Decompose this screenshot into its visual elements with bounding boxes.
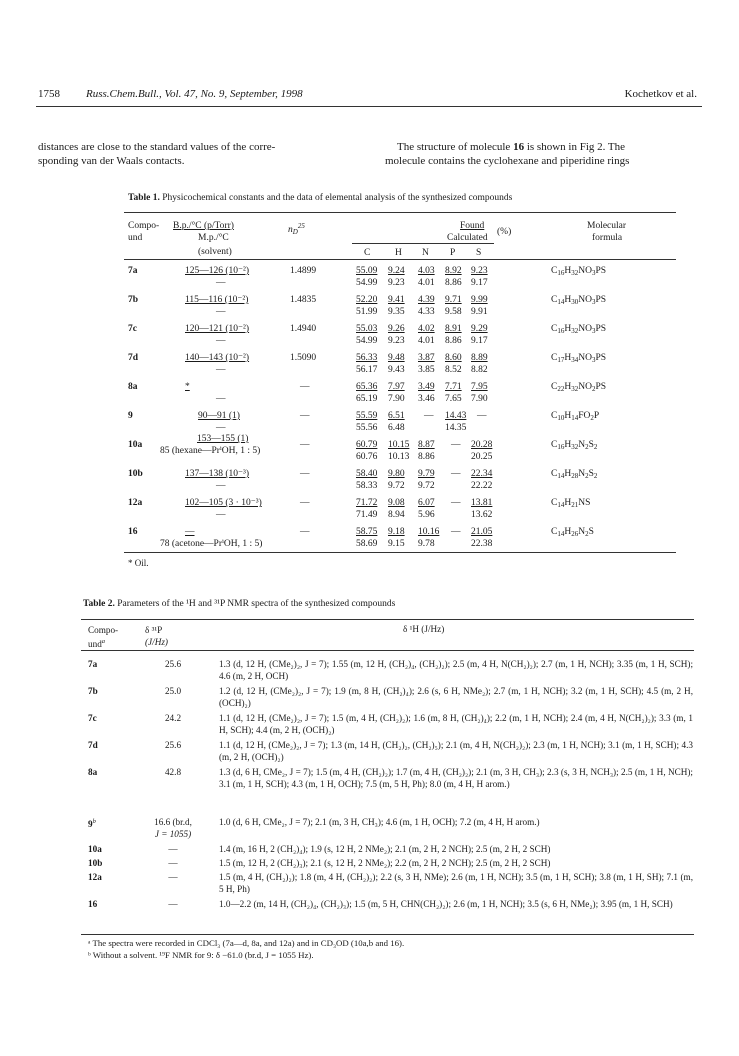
table1-found-value: 9.79 xyxy=(418,469,435,479)
table1-calc-value: 13.62 xyxy=(471,510,493,520)
table2-header-compound: Compo- und$^a$ xyxy=(88,625,119,650)
table2-p-shift: — xyxy=(168,899,178,909)
table2-h-shifts: 1.5 (m, 12 H, 2 (CH₂)₃); 2.1 (s, 12 H, 2 NMe₂); 2.2 (m, 2 H, 2 NCH); 2.5 (m, 2 H, 2 SCH) xyxy=(219,858,551,868)
table1-nd: — xyxy=(300,382,310,392)
table1-found-value: 9.29 xyxy=(471,324,488,334)
table1-calc-value: 20.25 xyxy=(471,452,493,462)
table1-calc-value: 8.52 xyxy=(445,365,462,375)
table2-p-shift: — xyxy=(168,872,178,882)
journal-citation: Russ.Chem.Bull., Vol. 47, No. 9, September, 1998 xyxy=(86,88,303,100)
table1-calc-value: 8.94 xyxy=(388,510,405,520)
table1-calc-value: 4.33 xyxy=(418,307,435,317)
table1-found-value: 4.03 xyxy=(418,266,435,276)
table1-compound-id: 12a xyxy=(128,498,143,508)
table1-compound-id: 7a xyxy=(128,266,138,276)
table1-mp: — xyxy=(216,510,226,520)
table1-compound-id: 10a xyxy=(128,440,143,450)
table2-p-shift: 25.6 xyxy=(164,740,182,750)
table1-calc-value: 54.99 xyxy=(356,336,378,346)
table2-h-shifts: 1.3 (d, 6 H, CMe₂, J = 7); 1.5 (m, 4 H, (CH₂)₂); 1.7 (m, 4 H, (CH₂)₂); 2.1 (m, 3 H, CH₃); 2.3 (s, 3 H, NCH₃); 2.5 (m, 1 H, NCH); 3.1 (m, 1 H, SCH); 4.3 (m, 1 H, OCH); 7.5 (m, 5 H, Ph); 8.0 (m, 4 H, H arom.) xyxy=(219,767,693,790)
table2-compound-id: 9$^b$ xyxy=(88,818,96,830)
table1-found-value: 21.05 xyxy=(471,527,493,537)
table1-found-value: 9.08 xyxy=(388,498,405,508)
table1-bp: 125—126 (10⁻²) xyxy=(185,266,250,276)
table1-found-value: 71.72 xyxy=(356,498,378,508)
table1-nd: 1.4940 xyxy=(290,324,317,334)
table1-compound-id: 10b xyxy=(128,469,143,479)
table1-nd: 1.4835 xyxy=(290,295,317,305)
table1-found-value: — xyxy=(424,411,434,421)
table2-p-shift: — xyxy=(168,858,178,868)
table1-calc-value: 9.15 xyxy=(388,539,405,549)
table1-nd: — xyxy=(300,440,310,450)
table1-compound-id: 7b xyxy=(128,295,139,305)
table2-h-shifts: 1.0 (d, 6 H, CMe₂, J = 7); 2.1 (m, 3 H, CH₃); 4.6 (m, 1 H, OCH); 7.2 (m, 4 H, H arom.) xyxy=(219,817,540,827)
table1-formula: $C_{22}H_{32}NO_2PS$ xyxy=(551,382,607,393)
table2-h-shifts: 1.3 (d, 12 H, (CMe₂)₂, J = 7); 1.55 (m, 12 H, (CH₂)₄, (CH₂)₂); 2.5 (m, 4 H, N(CH₂)₂); 2.7 (m, 1 H, NCH); 3.35 (m, 1 H, SCH); 4.6 (m, 2 H, OCH) xyxy=(219,659,693,682)
table2-p-shift: 24.2 xyxy=(164,713,182,723)
table1-found-value: 8.92 xyxy=(445,266,462,276)
table1-formula: $C_{14}H_{30}NO_3PS$ xyxy=(551,295,607,306)
table1-solvent: 85 (hexane—PrⁱOH, 1 : 5) xyxy=(160,446,261,456)
table1-found-value: 58.75 xyxy=(356,527,378,537)
table2-h-shifts: 1.1 (d, 12 H, (CMe₂)₂, J = 7); 1.3 (m, 14 H, (CH₂)₂, (CH₂)₅); 2.1 (m, 4 H, N(CH₂)₂); 2.3 (m, 1 H, NCH); 3.1 (m, 1 H, SCH); 4.3 (m, 2 H, (OCH)₂) xyxy=(219,740,693,763)
table1-mp: — xyxy=(216,307,226,317)
table1-elements-rule xyxy=(352,243,494,244)
table1-calc-value: 54.99 xyxy=(356,278,378,288)
table1-formula: $C_{14}H_{21}NS$ xyxy=(551,498,591,509)
table1-found-value: 60.79 xyxy=(356,440,378,450)
table1-calc-value: 8.86 xyxy=(445,278,462,288)
table1-formula: $C_{16}H_{32}NO_3PS$ xyxy=(551,324,607,335)
table1-mp: — xyxy=(216,394,226,404)
table1-found-value: 20.28 xyxy=(471,440,493,450)
table1-found-value: 9.23 xyxy=(471,266,488,276)
table1-found-value: — xyxy=(451,469,461,479)
table2-header-h: δ ¹H (J/Hz) xyxy=(403,624,445,634)
table1-bp: 102—105 (3 · 10⁻³) xyxy=(185,498,262,508)
table2-compound-id: 10b xyxy=(88,858,103,868)
table1-found-value: — xyxy=(451,498,461,508)
table2-compound-id: 8a xyxy=(88,767,98,777)
table1-found-value: 8.60 xyxy=(445,353,462,363)
table1-nd: — xyxy=(300,411,310,421)
table1-bp: 140—143 (10⁻²) xyxy=(185,353,250,363)
table1-found-value: 6.07 xyxy=(418,498,435,508)
table1-found-value: 10.15 xyxy=(388,440,410,450)
table1-found-value: 58.40 xyxy=(356,469,378,479)
table1-mp: — xyxy=(216,365,226,375)
table1-nd: 1.5090 xyxy=(290,353,317,363)
table1-calc-value: 4.01 xyxy=(418,278,435,288)
table1-found-value: 14.43 xyxy=(445,411,467,421)
table1-found-value: — xyxy=(451,440,461,450)
table2-compound-id: 12a xyxy=(88,872,102,882)
table2-compound-id: 7d xyxy=(88,740,98,750)
table1-found-value: 10.16 xyxy=(418,527,440,537)
table1-mp: 90—91 (1) xyxy=(198,411,240,421)
table1-mp: — xyxy=(216,481,226,491)
table1-found-value: 56.33 xyxy=(356,353,378,363)
table1-found-value: 9.26 xyxy=(388,324,405,334)
table2-p-shift: — xyxy=(168,844,178,854)
table1-formula: $C_{14}H_{28}N_2S_2$ xyxy=(551,469,598,480)
table1-calc-value: 8.82 xyxy=(471,365,488,375)
table1-formula: $C_{16}H_{32}N_2S_2$ xyxy=(551,440,598,451)
table1-calc-value: 22.38 xyxy=(471,539,493,549)
table1-found-value: 9.41 xyxy=(388,295,405,305)
table1-found-value: — xyxy=(451,527,461,537)
header-rule xyxy=(36,106,702,107)
table1-compound-id: 7d xyxy=(128,353,139,363)
table1-mp: 153—155 (1) xyxy=(197,434,249,444)
table1-compound-id: 7c xyxy=(128,324,137,334)
table1-calc-value: 51.99 xyxy=(356,307,378,317)
table1-calc-value: 60.76 xyxy=(356,452,378,462)
table1-found-value: — xyxy=(477,411,487,421)
table2-h-shifts: 1.4 (m, 16 H, 2 (CH₂)₄); 1.9 (s, 12 H, 2 NMe₂); 2.1 (m, 2 H, 2 NCH); 2.5 (m, 2 H, 2 SCH) xyxy=(219,844,551,854)
table1-found-value: 8.89 xyxy=(471,353,488,363)
table1-found-value: 55.09 xyxy=(356,266,378,276)
table1-calc-value: 14.35 xyxy=(445,423,467,433)
table1-calc-value: 7.90 xyxy=(388,394,405,404)
table1-found-value: 13.81 xyxy=(471,498,493,508)
table1-calc-value: 8.86 xyxy=(418,452,435,462)
table1-mp: — xyxy=(216,336,226,346)
table1-compound-id: 16 xyxy=(128,527,138,537)
table1-calc-value: 9.23 xyxy=(388,336,405,346)
table2-caption: Table 2. Parameters of the ¹H and ³¹P NMR spectra of the synthesized compounds xyxy=(83,599,396,609)
table1-footnote: * Oil. xyxy=(128,558,149,568)
table1-formula: $C_{17}H_{34}NO_3PS$ xyxy=(551,353,607,364)
table1-found-value: 55.03 xyxy=(356,324,378,334)
table2-compound-id: 7b xyxy=(88,686,98,696)
table1-bp: 137—138 (10⁻³) xyxy=(185,469,250,479)
intro-right-line-1: The structure of molecule 16 is shown in Fig 2. The xyxy=(397,141,626,153)
table1-found-value: 7.97 xyxy=(388,382,405,392)
table1-calc-value: 3.85 xyxy=(418,365,435,375)
table1-bottom-rule xyxy=(124,552,676,553)
table1-nd: — xyxy=(300,469,310,479)
table1-found-value: 52.20 xyxy=(356,295,378,305)
table1-found-value: 8.87 xyxy=(418,440,435,450)
table1-compound-id: 9 xyxy=(128,411,133,421)
table1-calc-value: 71.49 xyxy=(356,510,378,520)
intro-right-line-2: molecule contains the cyclohexane and piperidine rings xyxy=(385,155,630,167)
table1-calc-value: 9.43 xyxy=(388,365,405,375)
page-number: 1758 xyxy=(38,88,60,100)
table1-calc-value: 7.65 xyxy=(445,394,462,404)
table1-bp: 120—121 (10⁻²) xyxy=(185,324,250,334)
table1-calc-value: 5.96 xyxy=(418,510,435,520)
table2-h-shifts: 1.2 (d, 12 H, (CMe₂)₂, J = 7); 1.9 (m, 8 H, (CH₂)₄); 2.6 (s, 6 H, NMe₂); 2.7 (m, 1 H, NCH); 3.2 (m, 1 H, SCH); 4.5 (m, 2 H, (OCH)₂) xyxy=(219,686,693,709)
table1-calc-value: 9.17 xyxy=(471,278,488,288)
table2-top-rule xyxy=(81,619,694,620)
table1-found-value: 55.59 xyxy=(356,411,378,421)
table1-found-value: 7.71 xyxy=(445,382,462,392)
table1-found-value: 3.49 xyxy=(418,382,435,392)
table1-solvent: 78 (acetone—PrⁱOH, 1 : 5) xyxy=(160,539,263,549)
table2-header-p: δ ³¹P (J/Hz) xyxy=(145,625,168,647)
table1-found-value: 9.71 xyxy=(445,295,462,305)
table1-calc-value: 9.58 xyxy=(445,307,462,317)
table1-calc-value: 10.13 xyxy=(388,452,410,462)
table2-h-shifts: 1.1 (d, 12 H, (CMe₂)₂, J = 7); 1.5 (m, 4 H, (CH₂)₂); 1.6 (m, 8 H, (CH₂)₄); 2.2 (m, 1 H, NCH); 2.4 (m, 4 H, N(CH₂)₂); 3.3 (m, 1 H, SCH); 4.4 (m, 2 H, (OCH)₂) xyxy=(219,713,693,736)
table1-calc-value: 56.17 xyxy=(356,365,378,375)
table1-formula: $C_{14}H_{26}N_2S$ xyxy=(551,527,594,538)
table1-found-value: 3.87 xyxy=(418,353,435,363)
intro-left-line-2: sponding van der Waals contacts. xyxy=(38,155,185,167)
table1-calc-value: 58.69 xyxy=(356,539,378,549)
table1-formula: $C_{16}H_{32}NO_3PS$ xyxy=(551,266,607,277)
table2-h-shifts: 1.5 (m, 4 H, (CH₂)₂); 1.8 (m, 4 H, (CH₂)₂); 2.2 (s, 3 H, NMe); 2.6 (m, 1 H, NCH); 3.5 (m, 1 H, SCH); 3.8 (m, 1 H, SH); 7.1 (m, 5 H, Ph) xyxy=(219,872,693,895)
table1-calc-value: 58.33 xyxy=(356,481,378,491)
table1-found-value: 8.91 xyxy=(445,324,462,334)
table1-calc-value: 3.46 xyxy=(418,394,435,404)
table1-calc-value: 9.23 xyxy=(388,278,405,288)
table1-calc-value: 9.91 xyxy=(471,307,488,317)
table1-calc-value: 9.35 xyxy=(388,307,405,317)
table1-nd: 1.4899 xyxy=(290,266,317,276)
table1-found-value: 22.34 xyxy=(471,469,493,479)
table1-calc-value: 55.56 xyxy=(356,423,378,433)
table1-mp: — xyxy=(216,278,226,288)
table1-bp: — xyxy=(185,527,195,537)
table1-nd: — xyxy=(300,498,310,508)
table1-calc-value: 7.90 xyxy=(471,394,488,404)
table2-compound-id: 16 xyxy=(88,899,98,909)
table2-p-shift: 25.0 xyxy=(164,686,182,696)
table1-calc-value: 8.86 xyxy=(445,336,462,346)
intro-left-line-1: distances are close to the standard values of the corre- xyxy=(38,141,276,153)
running-author: Kochetkov et al. xyxy=(624,88,697,100)
table1-compound-id: 8a xyxy=(128,382,138,392)
table1-calc-value: 6.48 xyxy=(388,423,405,433)
table2-compound-id: 10a xyxy=(88,844,102,854)
table1-found-value: 4.39 xyxy=(418,295,435,305)
table2-p-shift: 42.8 xyxy=(164,767,182,777)
table1-calc-value: 22.22 xyxy=(471,481,493,491)
table1-found-value: 4.02 xyxy=(418,324,435,334)
table1-calc-value: 9.72 xyxy=(418,481,435,491)
table1-found-value: 9.99 xyxy=(471,295,488,305)
table2-compound-id: 7a xyxy=(88,659,98,669)
table1-nd: — xyxy=(300,527,310,537)
table1-bp: 115—116 (10⁻²) xyxy=(185,295,249,305)
table1-found-value: 7.95 xyxy=(471,382,488,392)
table1-found-value: 65.36 xyxy=(356,382,378,392)
table2-header-rule xyxy=(81,650,694,651)
table1-calc-value: 4.01 xyxy=(418,336,435,346)
table1-dash: — xyxy=(216,423,226,433)
table2-footnote-a: ᵃ The spectra were recorded in CDCl₃ (7a—d, 8a, and 12a) and in CD₃OD (10a,b and 16). xyxy=(88,938,405,948)
table1-found-value: 9.24 xyxy=(388,266,405,276)
table2-p-shift: 16.6 (br.d, J = 1055) xyxy=(154,817,192,840)
table2-compound-id: 7c xyxy=(88,713,97,723)
table1-calc-value: 9.17 xyxy=(471,336,488,346)
table1-found-value: 9.80 xyxy=(388,469,405,479)
table1-bp: * xyxy=(185,382,190,392)
table2-bottom-rule xyxy=(81,934,694,935)
table1-found-value: 6.51 xyxy=(388,411,405,421)
table2-footnote-b: ᵇ Without a solvent. ¹⁹F NMR for 9: δ −61.0 (br.d, J = 1055 Hz). xyxy=(88,950,314,960)
table1-found-value: 9.18 xyxy=(388,527,405,537)
table1-calc-value: 9.78 xyxy=(418,539,435,549)
table2-p-shift: 25.6 xyxy=(164,659,182,669)
table1-found-value: 9.48 xyxy=(388,353,405,363)
table1-calc-value: 65.19 xyxy=(356,394,378,404)
table1-header-rule xyxy=(124,259,676,260)
table1-formula: $C_{10}H_{14}FO_2P$ xyxy=(551,411,600,422)
table2-h-shifts: 1.0—2.2 (m, 14 H, (CH₂)₄, (CH₂)₃); 1.5 (m, 5 H, CHN(CH₂)₂); 2.6 (m, 1 H, NCH); 3.5 (s, 6 H, NMe₂); 3.95 (m, 1 H, SCH) xyxy=(219,899,673,909)
table1-top-rule xyxy=(124,212,676,213)
table1-calc-value: 9.72 xyxy=(388,481,405,491)
table1-caption: Table 1. Physicochemical constants and the data of elemental analysis of the synthesized compounds xyxy=(128,193,513,203)
